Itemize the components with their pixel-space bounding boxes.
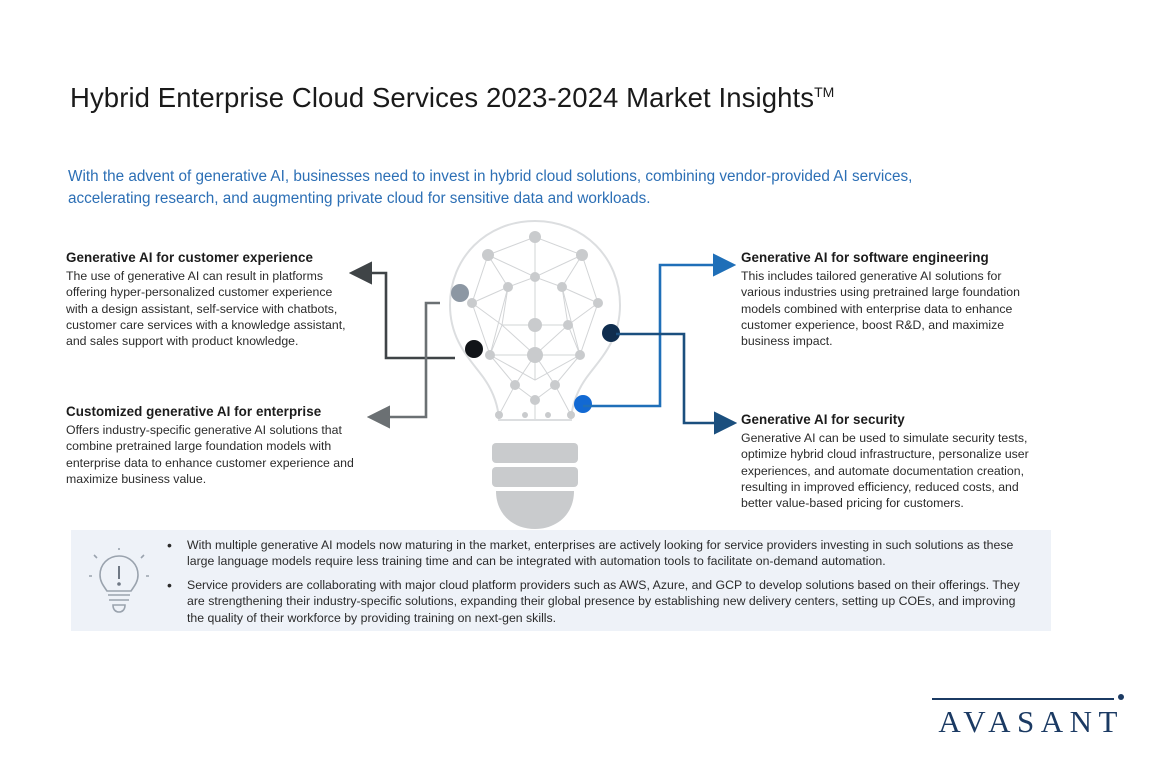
callout-bullet-list [159, 537, 1029, 633]
logo-wordmark: AVASANT [938, 704, 1124, 739]
page-title [70, 82, 834, 114]
block-security [741, 412, 1033, 512]
block-customized-enterprise [66, 404, 356, 487]
node-black [465, 340, 483, 358]
block-customer-experience [66, 250, 356, 350]
lightbulb-icon [89, 548, 149, 614]
node-blue [574, 395, 592, 413]
insights-callout-band [68, 530, 1051, 631]
block-heading: Generative AI for security [741, 412, 905, 427]
node-navy [602, 324, 620, 342]
lightbulb-network-graphic [430, 215, 640, 530]
block-software-engineering [741, 250, 1033, 350]
logo-dot [1118, 694, 1124, 700]
page-subtitle: With the advent of generative AI, businesses need to invest in hybrid cloud solutions, combining vendor-provided AI services, accelerating research, and augmenting private cloud for sensitive data and workloads. [68, 168, 913, 207]
block-heading: Customized generative AI for enterprise [66, 404, 322, 419]
trademark-symbol: TM [814, 83, 835, 100]
block-heading: Generative AI for customer experience [66, 250, 313, 265]
list-item: • Service providers are collaborating with major cloud platform providers such as AWS, Azure, and GCP to develop solutions based on their offerings. They are strengthening their industry-specific solutions, expanding their global presence by establishing new delivery centers, setting up COEs, and improving the quality of their workforce by providing training on next-gen skills. [159, 577, 1029, 626]
page-title-text: Hybrid Enterprise Cloud Services 2023-2024 Market Insights [70, 82, 815, 113]
block-body: The use of generative AI can result in platforms offering hyper-personalized customer experience with a design assistant, self-service with chatbots, customer care services with a knowledge assistant, and sales support with product knowledge. [66, 269, 346, 349]
node-gray-large [451, 284, 469, 302]
block-body: Offers industry-specific generative AI solutions that combine pretrained large foundation models with enterprise data to enhance customer experience and maximize business value. [66, 423, 354, 487]
block-body: This includes tailored generative AI solutions for various industries using pretrained large foundation models combined with enterprise data to enhance customer experience, boost R&D, and maximize business impact. [741, 269, 1020, 349]
logo-rule [932, 698, 1114, 700]
block-body: Generative AI can be used to simulate security tests, optimize hybrid cloud infrastructure, personalize user experiences, and automate documentation creation, resulting in improved efficiency, reduced costs, and better value-based pricing for customers. [741, 431, 1029, 511]
list-item: • With multiple generative AI models now maturing in the market, enterprises are actively looking for service providers investing in such solutions as these large language models require less training time and can be integrated with automation tools to facilitate on-demand automation. [159, 537, 1029, 570]
block-heading: Generative AI for software engineering [741, 250, 989, 265]
avasant-logo [909, 684, 1124, 746]
